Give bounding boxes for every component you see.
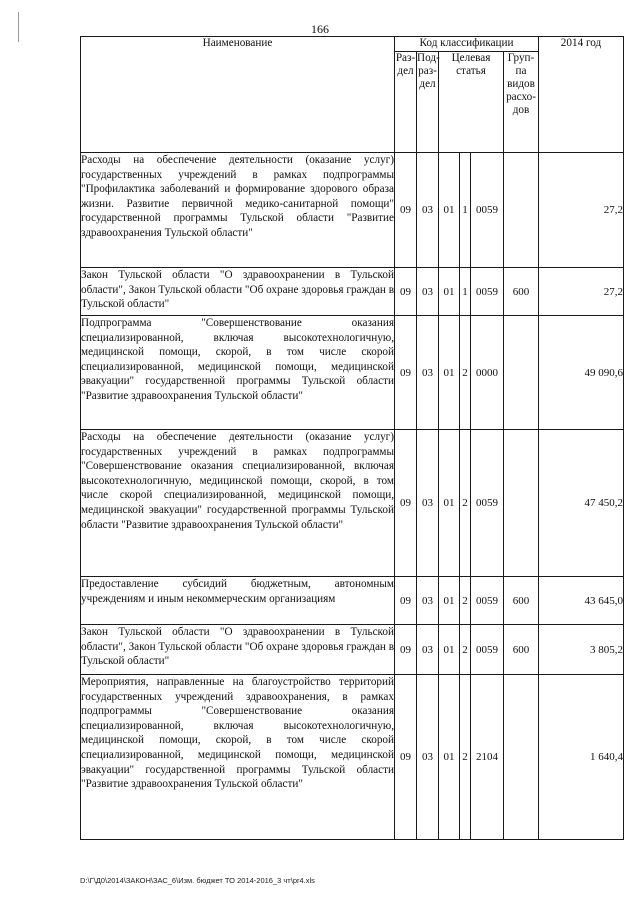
row-name: Предоставление субсидий бюджетным, автономным учреждениям и иным некоммерческим организациям xyxy=(81,577,395,625)
row-program: 01 xyxy=(439,577,460,625)
row-subsection: 03 xyxy=(417,577,439,625)
header-target-article-line: Целевая xyxy=(451,52,491,64)
row-subsection: 03 xyxy=(417,430,439,577)
row-item: 0059 xyxy=(471,577,504,625)
header-section-line: Раз- xyxy=(395,52,416,64)
row-section: 09 xyxy=(395,153,417,268)
header-expense-group xyxy=(504,52,539,153)
row-name: Подпрограмма "Совершенствование оказания специализированной, включая высокотехнологичную, медицинской помощи, скорой, в том числе скорой специализированной, медицинской помощи, медицинской эвакуации" государственной программы Тульской области "Развитие здравоохранения Тульской области" xyxy=(81,316,395,430)
row-group: 600 xyxy=(504,268,539,316)
header-expense-group-line: Груп- xyxy=(507,52,535,64)
row-group xyxy=(504,430,539,577)
header-section-line: дел xyxy=(397,65,414,77)
row-group: 600 xyxy=(504,577,539,625)
row-section: 09 xyxy=(395,577,417,625)
row-name: Мероприятия, направленные на благоустройство территорий государственных учреждений здравоохранения, в рамках подпрограммы "Совершенствование оказания специализированной, включая высокотехнологичную, медицинской помощи, скорой, в том числе скорой специализированной, медицинской помощи, медицинской эвакуации" государственной программы Тульской области "Развитие здравоохранения Тульской области" xyxy=(81,675,395,840)
header-expense-group-line: расхо- xyxy=(506,91,536,103)
table-row xyxy=(81,625,624,675)
header-expense-group-line: видов xyxy=(507,78,535,90)
header-subsection-line: дел xyxy=(419,78,436,90)
budget-table xyxy=(80,36,624,840)
file-path-footer: D:\Г\Д0\2014\ЗАКОН\ЗАС_6\Изм. бюджет ТО 2014-2016_3 чт\pr4.xls xyxy=(80,876,315,885)
row-subprogram: 1 xyxy=(460,153,471,268)
row-subsection: 03 xyxy=(417,625,439,675)
row-item: 0059 xyxy=(471,153,504,268)
row-subprogram: 2 xyxy=(460,625,471,675)
row-subprogram: 2 xyxy=(460,675,471,840)
row-program: 01 xyxy=(439,675,460,840)
row-amount: 27,2 xyxy=(539,268,624,316)
header-subsection xyxy=(417,52,439,153)
row-section: 09 xyxy=(395,268,417,316)
header-subsection-line: раз- xyxy=(418,65,437,77)
row-amount: 43 645,0 xyxy=(539,577,624,625)
row-name: Расходы на обеспечение деятельности (оказание услуг) государственных учреждений в рамках подпрограммы "Совершенствование оказания специализированной, включая высокотехнологичную, медицинской помощи, скорой, в том числе скорой специализированной, медицинской помощи, медицинской эвакуации" государственной программы Тульской области "Развитие здравоохранения Тульской области" xyxy=(81,430,395,577)
row-amount: 3 805,2 xyxy=(539,625,624,675)
header-section xyxy=(395,52,417,153)
row-group: 600 xyxy=(504,625,539,675)
table-row xyxy=(81,153,624,268)
row-subprogram: 2 xyxy=(460,577,471,625)
row-group xyxy=(504,153,539,268)
table-row xyxy=(81,268,624,316)
header-name: Наименование xyxy=(81,37,395,153)
row-section: 09 xyxy=(395,316,417,430)
row-section: 09 xyxy=(395,675,417,840)
row-subsection: 03 xyxy=(417,316,439,430)
row-name: Закон Тульской области "О здравоохранении в Тульской области", Закон Тульской области "Об охране здоровья граждан в Тульской области" xyxy=(81,625,395,675)
row-group xyxy=(504,675,539,840)
table-row xyxy=(81,675,624,840)
table-row xyxy=(81,430,624,577)
header-subsection-line: Под- xyxy=(417,52,440,64)
row-amount: 1 640,4 xyxy=(539,675,624,840)
row-section: 09 xyxy=(395,625,417,675)
header-expense-group-line: дов xyxy=(512,104,530,116)
row-name: Расходы на обеспечение деятельности (оказание услуг) государственных учреждений в рамках подпрограммы "Профилактика заболеваний и формирование здорового образа жизни. Развитие первичной медико-санитарной помощи" государственной программы Тульской области "Развитие здравоохранения Тульской области" xyxy=(81,153,395,268)
row-group xyxy=(504,316,539,430)
table-row xyxy=(81,577,624,625)
row-program: 01 xyxy=(439,430,460,577)
header-target-article xyxy=(439,52,504,153)
row-item: 0059 xyxy=(471,430,504,577)
row-program: 01 xyxy=(439,268,460,316)
row-subprogram: 1 xyxy=(460,268,471,316)
table-row xyxy=(81,316,624,430)
row-subsection: 03 xyxy=(417,268,439,316)
row-item: 0000 xyxy=(471,316,504,430)
row-subprogram: 2 xyxy=(460,430,471,577)
row-name: Закон Тульской области "О здравоохранении в Тульской области", Закон Тульской области "Об охране здоровья граждан в Тульской области" xyxy=(81,268,395,316)
row-subsection: 03 xyxy=(417,675,439,840)
row-amount: 27,2 xyxy=(539,153,624,268)
header-target-article-line: статья xyxy=(456,65,486,77)
page-number: 166 xyxy=(311,22,329,36)
row-section: 09 xyxy=(395,430,417,577)
row-item: 0059 xyxy=(471,268,504,316)
row-program: 01 xyxy=(439,153,460,268)
row-item: 0059 xyxy=(471,625,504,675)
row-subsection: 03 xyxy=(417,153,439,268)
row-item: 2104 xyxy=(471,675,504,840)
header-row-top xyxy=(81,37,624,52)
row-program: 01 xyxy=(439,625,460,675)
header-expense-group-line: па xyxy=(515,65,527,77)
header-year: 2014 год xyxy=(539,37,624,153)
row-program: 01 xyxy=(439,316,460,430)
row-amount: 49 090,6 xyxy=(539,316,624,430)
row-subprogram: 2 xyxy=(460,316,471,430)
row-amount: 47 450,2 xyxy=(539,430,624,577)
header-classification-code: Код классификации xyxy=(395,37,539,52)
